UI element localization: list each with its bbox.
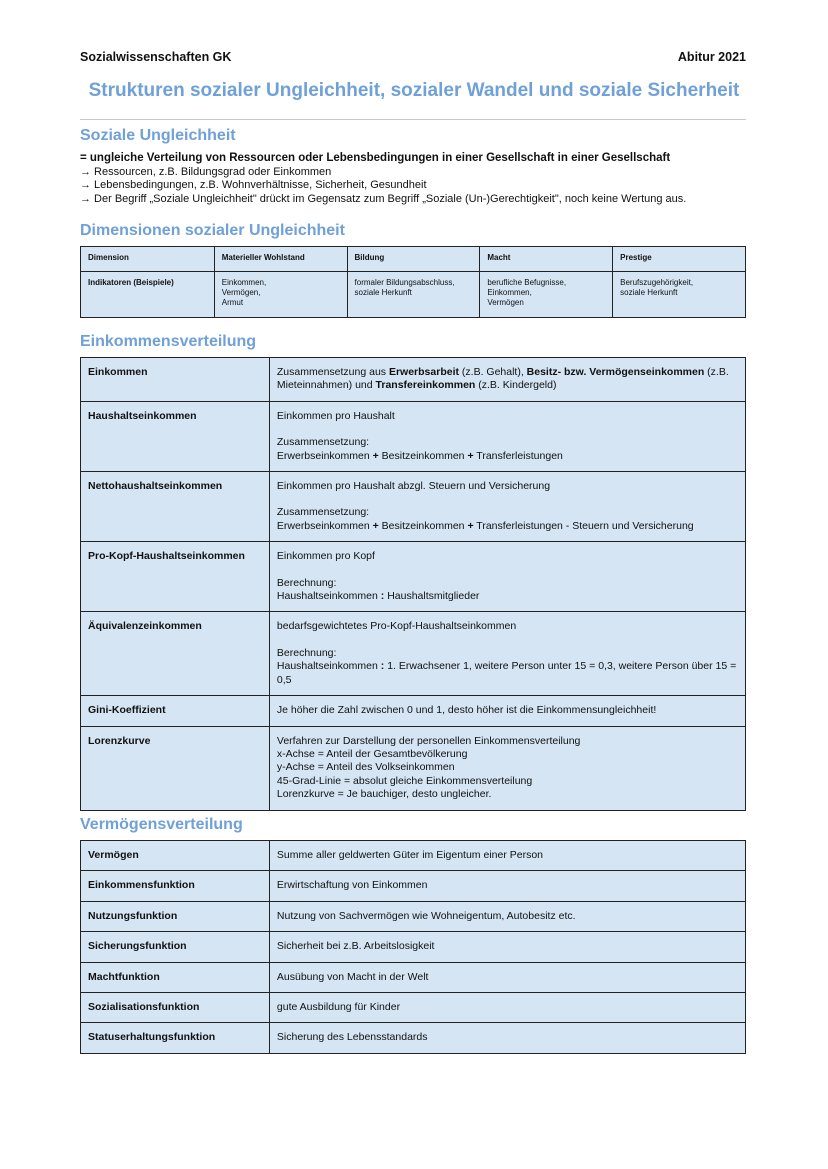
table-row bbox=[81, 993, 746, 1023]
plus-sign: + bbox=[467, 519, 474, 532]
definition-cell: Sicherung des Lebensstandards bbox=[269, 1023, 745, 1053]
cell-line: Einkommen, bbox=[221, 278, 267, 287]
text-run: Haushaltseinkommen bbox=[276, 660, 381, 673]
term-cell: Äquivalenzeinkommen bbox=[81, 612, 270, 696]
definition-cell bbox=[269, 542, 745, 612]
table-row bbox=[81, 901, 746, 931]
cell-line: Vermögen bbox=[487, 298, 524, 307]
page-header bbox=[80, 50, 746, 64]
definition-cell bbox=[269, 612, 745, 696]
table-cell bbox=[214, 272, 347, 318]
spacer bbox=[277, 423, 738, 436]
text-run: Erwerbseinkommen bbox=[276, 519, 373, 532]
table-row-label: Indikatoren (Beispiele) bbox=[81, 272, 215, 318]
table-header-cell: Dimension bbox=[81, 247, 215, 272]
text-run: (z.B. Gehalt), bbox=[458, 366, 527, 378]
bullet-2: → Lebensbedingungen, z.B. Wohnverhältnisse, Sicherheit, Gesundheit bbox=[80, 179, 427, 192]
term-cell: Vermögen bbox=[81, 841, 270, 871]
term-cell: Einkommen bbox=[81, 358, 270, 402]
text-run: Transferleistungen bbox=[473, 449, 563, 462]
definition-cell bbox=[269, 472, 745, 542]
definition-cell bbox=[269, 401, 745, 471]
dimensions-table bbox=[80, 246, 746, 318]
text-line: Einkommen pro Haushalt abzgl. Steuern und Versicherung bbox=[276, 480, 551, 493]
text-line bbox=[277, 590, 738, 603]
text-line: x-Achse = Anteil der Gesamtbevölkerung bbox=[276, 747, 468, 760]
cell-line: formaler Bildungsabschluss, bbox=[354, 278, 455, 287]
heading-einkommensverteilung: Einkommensverteilung bbox=[80, 333, 257, 350]
definition-cell bbox=[269, 726, 745, 810]
term-cell: Machtfunktion bbox=[81, 962, 270, 992]
text-run: Besitzeinkommen bbox=[378, 519, 468, 532]
term-cell: Gini-Koeffizient bbox=[81, 696, 270, 726]
term-cell: Statuserhaltungsfunktion bbox=[81, 1023, 270, 1053]
definition-cell bbox=[269, 358, 745, 402]
table-row bbox=[81, 696, 746, 726]
text-run: Haushaltseinkommen bbox=[276, 590, 381, 603]
title-divider bbox=[80, 119, 746, 120]
heading-dimensionen: Dimensionen sozialer Ungleichheit bbox=[80, 222, 345, 239]
table-row bbox=[81, 1023, 746, 1053]
text-line: Zusammensetzung: bbox=[276, 506, 370, 519]
term-cell: Sicherungsfunktion bbox=[81, 932, 270, 962]
spacer bbox=[277, 564, 738, 577]
table-row bbox=[81, 612, 746, 696]
text-line: bedarfsgewichtetes Pro-Kopf-Haushaltseinkommen bbox=[276, 620, 517, 633]
term-cell: Haushaltseinkommen bbox=[81, 401, 270, 471]
table-header-cell: Macht bbox=[480, 247, 613, 272]
text-line: 45-Grad-Linie = absolut gleiche Einkommensverteilung bbox=[276, 774, 533, 787]
text-line: Zusammensetzung: bbox=[276, 436, 370, 449]
table-row bbox=[81, 932, 746, 962]
text-line: y-Achse = Anteil des Volkseinkommen bbox=[276, 761, 455, 774]
divide-sign: : bbox=[380, 660, 385, 673]
income-table bbox=[80, 357, 746, 811]
text-line: Einkommen pro Haushalt bbox=[276, 409, 395, 422]
text-run: Besitzeinkommen bbox=[378, 449, 468, 462]
heading-soziale-ungleichheit: Soziale Ungleichheit bbox=[80, 127, 236, 144]
term-cell: Pro-Kopf-Haushaltseinkommen bbox=[81, 542, 270, 612]
cell-line: Vermögen, bbox=[221, 288, 261, 297]
spacer bbox=[277, 493, 738, 506]
table-cell bbox=[347, 272, 480, 318]
table-row bbox=[81, 358, 746, 402]
wealth-table bbox=[80, 840, 746, 1054]
document-title: Strukturen sozialer Ungleichheit, sozialer Wandel und soziale Sicherheit bbox=[88, 80, 740, 101]
bullet-1: → Ressourcen, z.B. Bildungsgrad oder Einkommen bbox=[80, 165, 332, 178]
table-row bbox=[81, 247, 746, 272]
table-cell bbox=[480, 272, 613, 318]
bold-run: Erwerbsarbeit bbox=[388, 366, 459, 378]
term-cell: Einkommensfunktion bbox=[81, 871, 270, 901]
term-cell: Lorenzkurve bbox=[81, 726, 270, 810]
text-line: Verfahren zur Darstellung der personellen Einkommensverteilung bbox=[276, 734, 581, 747]
term-cell: Nettohaushaltseinkommen bbox=[81, 472, 270, 542]
spacer bbox=[277, 634, 738, 647]
table-cell bbox=[613, 272, 746, 318]
definition-cell: gute Ausbildung für Kinder bbox=[269, 993, 745, 1023]
exam-label: Abitur 2021 bbox=[677, 50, 746, 64]
table-row bbox=[81, 726, 746, 810]
table-row bbox=[81, 472, 746, 542]
cell-line: berufliche Befugnisse, bbox=[487, 278, 567, 287]
table-row bbox=[81, 962, 746, 992]
divide-sign: : bbox=[380, 590, 385, 603]
text-run: Erwerbseinkommen bbox=[276, 449, 373, 462]
heading-vermoegensverteilung: Vermögensverteilung bbox=[80, 816, 243, 833]
table-row bbox=[81, 542, 746, 612]
text-run: Transferleistungen - Steuern und Versicherung bbox=[473, 519, 694, 532]
table-row bbox=[81, 841, 746, 871]
table-row bbox=[81, 272, 746, 318]
definition-cell: Nutzung von Sachvermögen wie Wohneigentum, Autobesitz etc. bbox=[269, 901, 745, 931]
table-header-cell: Materieller Wohlstand bbox=[214, 247, 347, 272]
text-line: Berechnung: bbox=[276, 576, 337, 589]
bold-run: Besitz- bzw. Vermögenseinkommen bbox=[526, 366, 705, 378]
cell-line: soziale Herkunft bbox=[354, 288, 412, 297]
text-run: (z.B. Mieteinnahmen) und bbox=[276, 366, 729, 392]
definition-cell: Sicherheit bei z.B. Arbeitslosigkeit bbox=[269, 932, 745, 962]
plus-sign: + bbox=[372, 519, 379, 532]
definition-cell: Summe aller geldwerten Güter im Eigentum einer Person bbox=[269, 841, 745, 871]
text-run: Haushaltsmitglieder bbox=[384, 590, 480, 603]
text-line: Lorenzkurve = Je bauchiger, desto ungleicher. bbox=[276, 788, 492, 801]
term-cell: Nutzungsfunktion bbox=[81, 901, 270, 931]
bold-run: Transfereinkommen bbox=[375, 379, 476, 392]
table-row bbox=[81, 871, 746, 901]
term-cell: Sozialisationsfunktion bbox=[81, 993, 270, 1023]
definition-cell: Erwirtschaftung von Einkommen bbox=[269, 871, 745, 901]
text-line: Einkommen pro Kopf bbox=[276, 550, 375, 563]
intro-block bbox=[80, 152, 746, 206]
text-run: 1. Erwachsener 1, weitere Person unter 15 = 0,3, weitere Person über 15 = 0,5 bbox=[276, 660, 737, 686]
cell-line: Armut bbox=[221, 298, 244, 307]
cell-line: Einkommen, bbox=[487, 288, 532, 297]
text-line: Berechnung: bbox=[276, 646, 337, 659]
text-run: (z.B. Kindergeld) bbox=[475, 379, 557, 392]
text-line bbox=[277, 520, 738, 533]
bullet-3: → Der Begriff „Soziale Ungleichheit" drückt im Gegensatz zum Begriff „Soziale (Un-)Gerechtigkeit", noch keine Wertung aus. bbox=[80, 192, 687, 205]
text-line bbox=[277, 450, 738, 463]
plus-sign: + bbox=[467, 449, 474, 462]
table-header-cell: Prestige bbox=[613, 247, 746, 272]
cell-line: soziale Herkunft bbox=[620, 288, 678, 297]
subject-label: Sozialwissenschaften GK bbox=[80, 50, 232, 64]
definition-line: = ungleiche Verteilung von Ressourcen oder Lebensbedingungen in einer Gesellschaft in einer Gesellschaft bbox=[80, 152, 671, 164]
definition-cell: Je höher die Zahl zwischen 0 und 1, desto höher ist die Einkommensungleichheit! bbox=[269, 696, 745, 726]
text-line bbox=[277, 660, 738, 687]
definition-cell: Ausübung von Macht in der Welt bbox=[269, 962, 745, 992]
table-row bbox=[81, 401, 746, 471]
cell-line: Berufszugehörigkeit, bbox=[620, 278, 694, 287]
plus-sign: + bbox=[372, 449, 379, 462]
text-run: Zusammensetzung aus bbox=[276, 366, 389, 378]
table-header-cell: Bildung bbox=[347, 247, 480, 272]
